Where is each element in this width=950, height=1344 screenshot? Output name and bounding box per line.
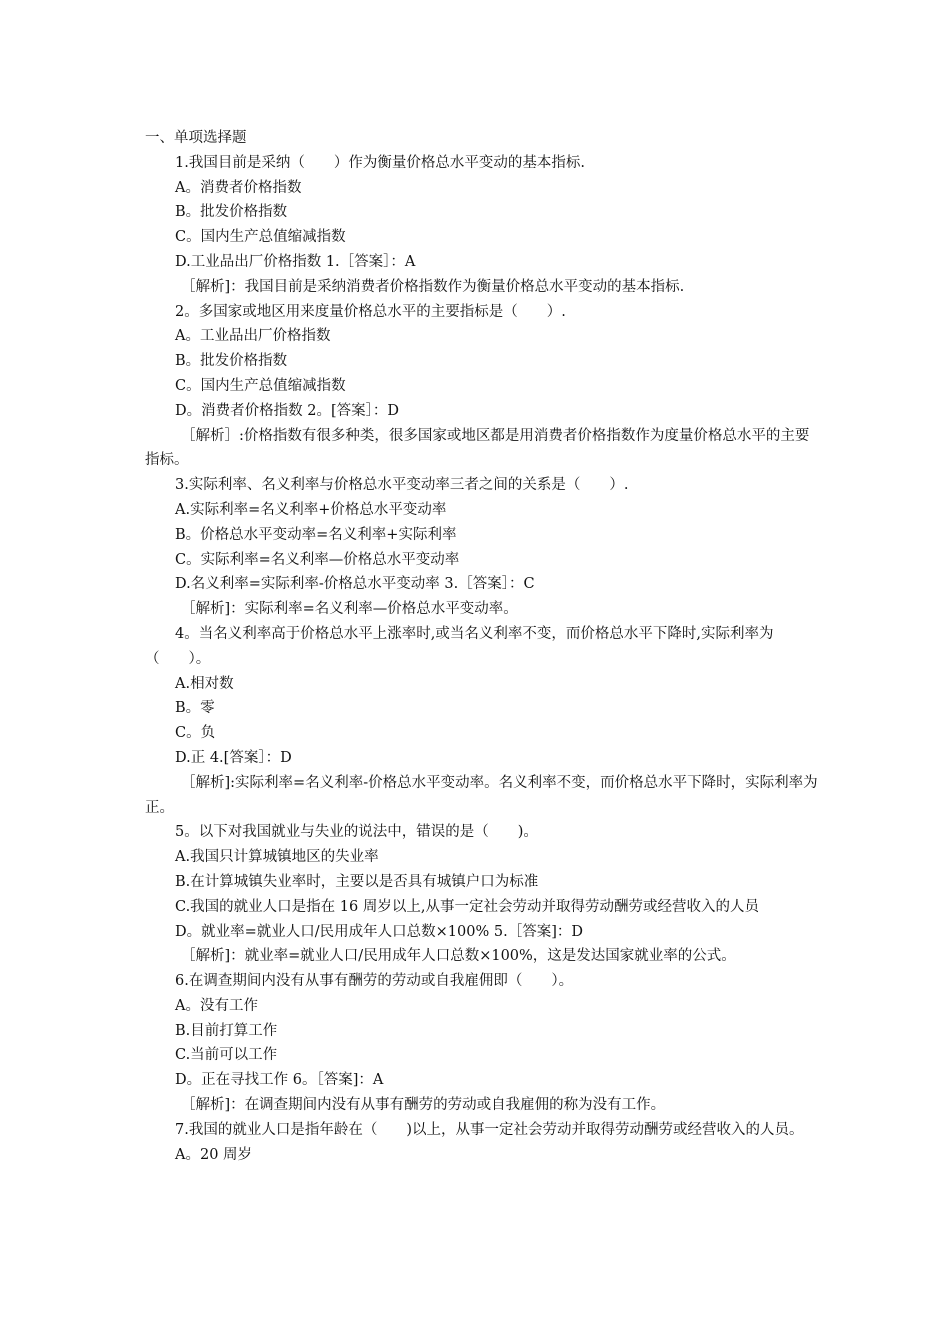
option-d-answer: D。就业率=就业人口/民用成年人口总数×100% 5.［答案]：D xyxy=(175,923,583,940)
question-4 xyxy=(145,622,820,820)
option-a: A。消费者价格指数 xyxy=(175,179,302,196)
question-7 xyxy=(145,1118,820,1168)
option-a: A。没有工作 xyxy=(175,997,258,1014)
question-3 xyxy=(145,473,820,622)
question-1 xyxy=(145,151,820,300)
option-b: B。零 xyxy=(175,700,215,717)
option-d-answer: D.工业品出厂价格指数 1.［答案］：A xyxy=(175,253,416,270)
option-c: C。国内生产总值缩减指数 xyxy=(175,377,346,394)
option-c: C。实际利率=名义利率—价格总水平变动率 xyxy=(175,551,460,568)
option-a: A.实际利率=名义利率+价格总水平变动率 xyxy=(175,501,447,518)
question-6 xyxy=(145,969,820,1118)
option-c: C.我国的就业人口是指在 16 周岁以上,从事一定社会劳动并取得劳动酬劳或经营收入的人员 xyxy=(175,898,759,915)
option-b: B。批发价格指数 xyxy=(175,353,288,370)
document-page xyxy=(145,126,820,1167)
option-b: B。价格总水平变动率=名义利率+实际利率 xyxy=(175,526,457,543)
analysis: ［解析]：实际利率=名义利率—价格总水平变动率。 xyxy=(181,601,518,618)
option-d-answer: D.正 4.[答案］：D xyxy=(175,749,292,766)
analysis: ［解析]:实际利率=名义利率-价格总水平变动率。名义利率不变，而价格总水平下降时，实际利率为正。 xyxy=(145,774,818,816)
question-2 xyxy=(145,300,820,474)
analysis: ［解析]：我国目前是采纳消费者价格指数作为衡量价格总水平变动的基本指标. xyxy=(181,278,685,295)
question-stem: 3.实际利率、名义利率与价格总水平变动率三者之间的关系是（ ）. xyxy=(175,477,629,494)
analysis: ［解析]：就业率=就业人口/民用成年人口总数×100%，这是发达国家就业率的公式。 xyxy=(181,948,736,965)
analysis: ［解析］:价格指数有很多种类，很多国家或地区都是用消费者价格指数作为度量价格总水平的主要指标。 xyxy=(145,427,810,469)
option-a: A。20 周岁 xyxy=(175,1146,253,1163)
option-c: C。国内生产总值缩减指数 xyxy=(175,229,346,246)
question-stem: 7.我国的就业人口是指年龄在（ )以上，从事一定社会劳动并取得劳动酬劳或经营收入的人员。 xyxy=(175,1121,804,1138)
section-title: 一、单项选择题 xyxy=(145,130,247,146)
option-a: A。工业品出厂价格指数 xyxy=(175,328,331,345)
option-b: B.目前打算工作 xyxy=(175,1022,278,1039)
question-5 xyxy=(145,820,820,969)
question-stem: 6.在调查期间内没有从事有酬劳的劳动或自我雇佣即（ ）。 xyxy=(175,973,574,990)
option-c: C。负 xyxy=(175,725,216,742)
option-d-answer: D.名义利率=实际利率-价格总水平变动率 3.［答案］：C xyxy=(175,576,535,593)
option-d-answer: D。正在寻找工作 6。［答案]：A xyxy=(175,1072,384,1089)
question-stem: 4。当名义利率高于价格总水平上涨率时,或当名义利率不变，而价格总水平下降时,实际利率为（ ）。 xyxy=(145,625,774,667)
option-c: C.当前可以工作 xyxy=(175,1047,278,1064)
analysis: ［解析]：在调查期间内没有从事有酬劳的劳动或自我雇佣的称为没有工作。 xyxy=(181,1097,666,1114)
option-d-answer: D。消费者价格指数 2。[答案］：D xyxy=(175,402,399,419)
question-stem: 5。以下对我国就业与失业的说法中，错误的是（ )。 xyxy=(175,824,538,841)
option-a: A.我国只计算城镇地区的失业率 xyxy=(175,849,379,866)
option-a: A.相对数 xyxy=(175,675,234,692)
option-b: B。批发价格指数 xyxy=(175,204,288,221)
question-stem: 2。多国家或地区用来度量价格总水平的主要指标是（ ）. xyxy=(175,303,566,320)
question-stem: 1.我国目前是采纳（ ）作为衡量价格总水平变动的基本指标. xyxy=(175,154,585,171)
option-b: B.在计算城镇失业率时，主要以是否具有城镇户口为标准 xyxy=(175,873,539,890)
